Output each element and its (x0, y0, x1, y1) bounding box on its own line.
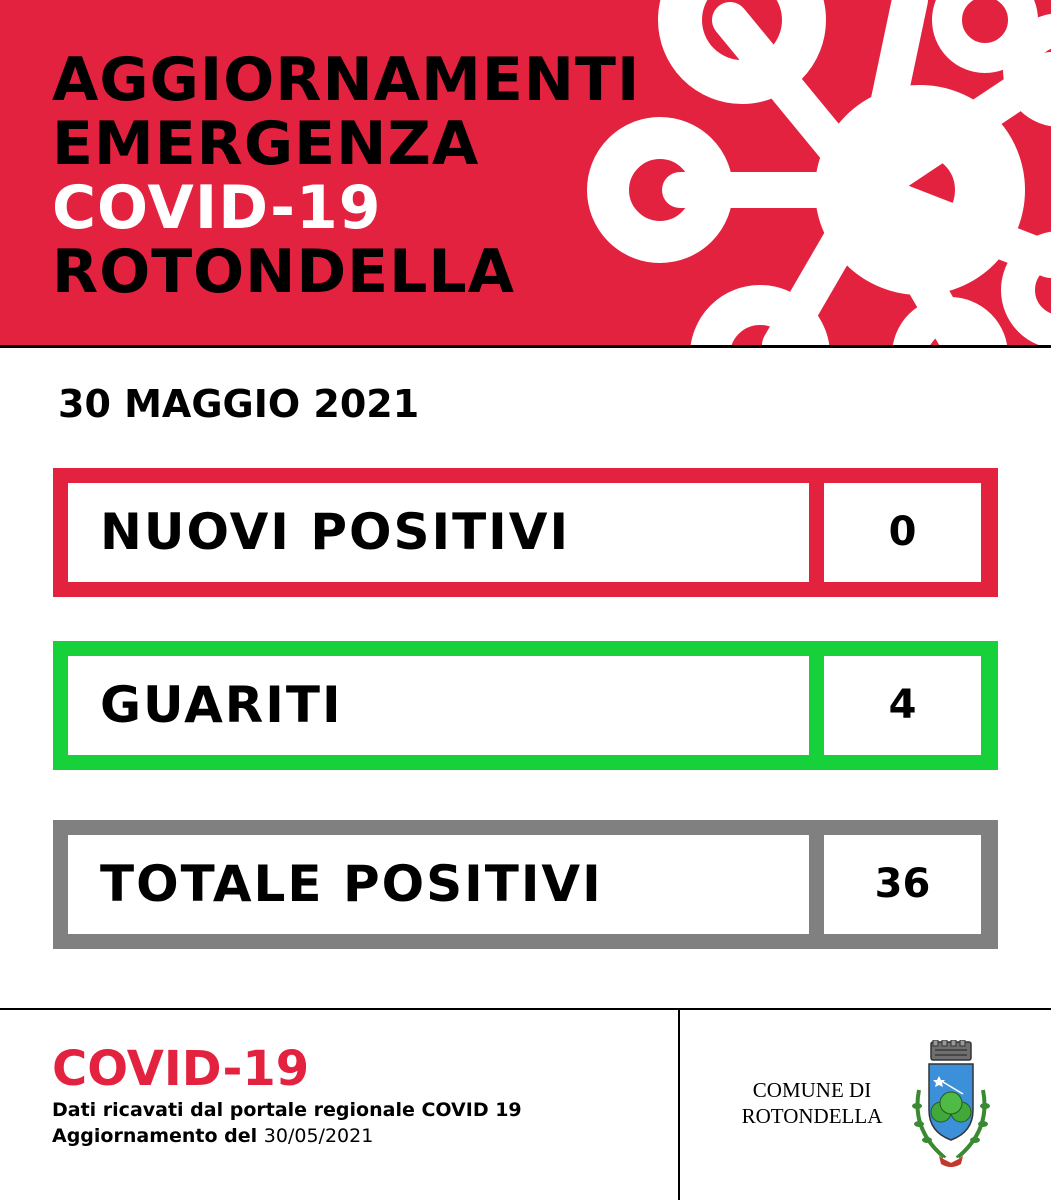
title-line-4: ROTONDELLA (52, 237, 516, 307)
stat-value: 36 (874, 861, 931, 907)
stat-value: 0 (888, 509, 917, 555)
title-line-1: AGGIORNAMENTI (52, 45, 641, 115)
update-date: 30/05/2021 (263, 1125, 374, 1147)
footer-column-divider (678, 1010, 680, 1200)
stat-value-box (824, 835, 981, 934)
coat-of-arms-icon (905, 1040, 997, 1170)
municipality-name (722, 1077, 902, 1129)
municipality-line-1: COMUNE DI (752, 1078, 872, 1102)
update-prefix: Aggiornamento del (52, 1125, 258, 1147)
title-line-3: COVID-19 (52, 173, 382, 243)
title-line-2: EMERGENZA (52, 109, 480, 179)
stat-recovered (53, 641, 998, 770)
stat-value: 4 (888, 682, 917, 728)
stat-label-box (68, 656, 809, 755)
header-banner (0, 0, 1051, 345)
update-note (52, 1124, 373, 1148)
report-date: 30 MAGGIO 2021 (58, 382, 420, 426)
source-note: Dati ricavati dal portale regionale COVID 19 (52, 1099, 522, 1121)
municipality-line-2: ROTONDELLA (741, 1104, 883, 1128)
page-title (52, 45, 641, 307)
stat-new-positives (53, 468, 998, 597)
stat-label-box (68, 835, 809, 934)
stat-value-box (824, 483, 981, 582)
footer-title: COVID-19 (52, 1041, 310, 1097)
stat-value-box (824, 656, 981, 755)
footer-divider (0, 1008, 1051, 1010)
stat-label-box (68, 483, 809, 582)
header-divider (0, 345, 1051, 348)
stat-label: GUARITI (100, 676, 343, 734)
stat-label: NUOVI POSITIVI (100, 503, 571, 561)
stat-total-positives (53, 820, 998, 949)
stat-label: TOTALE POSITIVI (100, 855, 603, 913)
